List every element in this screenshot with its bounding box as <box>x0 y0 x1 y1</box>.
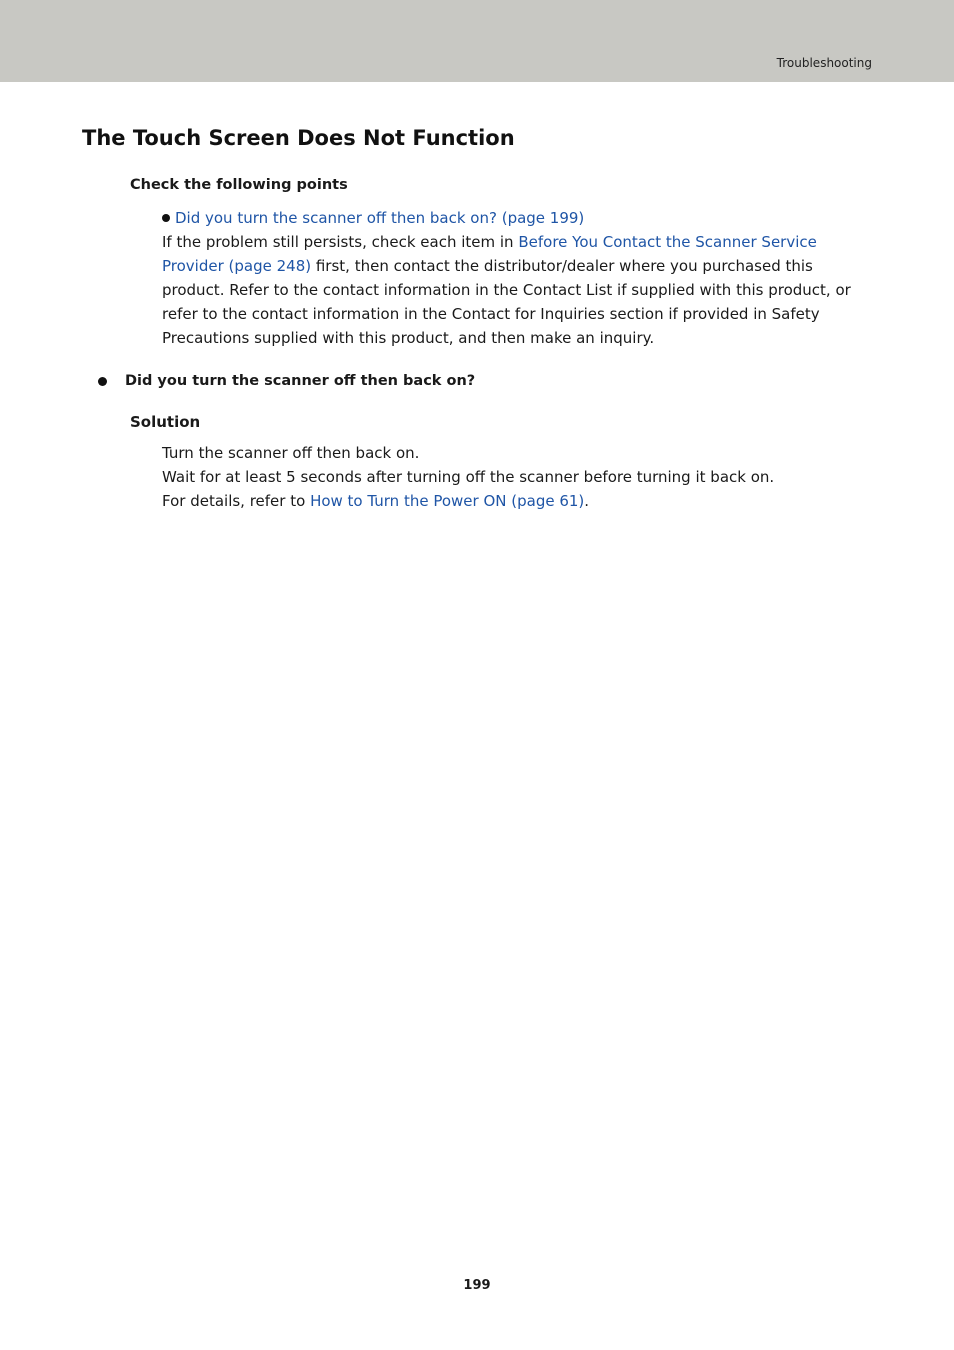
check-item <box>162 206 872 230</box>
check-text-before: If the problem still persists, check each item in <box>162 233 519 251</box>
solution-heading: Solution <box>130 413 201 431</box>
link-power-on[interactable]: How to Turn the Power ON (page 61) <box>310 492 585 510</box>
link-scanner-off-on[interactable]: Did you turn the scanner off then back on? (page 199) <box>175 209 585 227</box>
link-before-contact[interactable]: Before You Contact the Scanner Service Provider (page 248) <box>162 233 817 275</box>
page-title: The Touch Screen Does Not Function <box>82 126 515 150</box>
check-paragraph <box>162 230 872 350</box>
solution-line-1: Turn the scanner off then back on. <box>162 444 420 462</box>
check-heading: Check the following points <box>130 177 348 193</box>
solution-line-3-prefix: For details, refer to <box>162 492 311 510</box>
question-item <box>98 373 475 389</box>
solution-body <box>162 441 872 513</box>
bullet-icon <box>98 377 107 386</box>
check-body <box>162 206 872 350</box>
bullet-icon <box>162 214 170 222</box>
solution-line-3 <box>162 489 872 513</box>
header-band <box>0 0 954 82</box>
section-label: Troubleshooting <box>776 56 872 70</box>
solution-line-3-suffix: . <box>584 492 590 510</box>
check-text-after: first, then contact the distributor/dealer where you purchased this product. Refer to the contact information in the Contact List if supplied with this product, or refer to the contact information in the Contact for Inquiries section if provided in Safety Precautions supplied with this product, and then make an inquiry. <box>162 257 851 347</box>
question-label: Did you turn the scanner off then back on? <box>125 373 476 389</box>
page-number: 199 <box>463 1278 491 1293</box>
solution-line-2: Wait for at least 5 seconds after turning off the scanner before turning it back on. <box>162 468 775 486</box>
